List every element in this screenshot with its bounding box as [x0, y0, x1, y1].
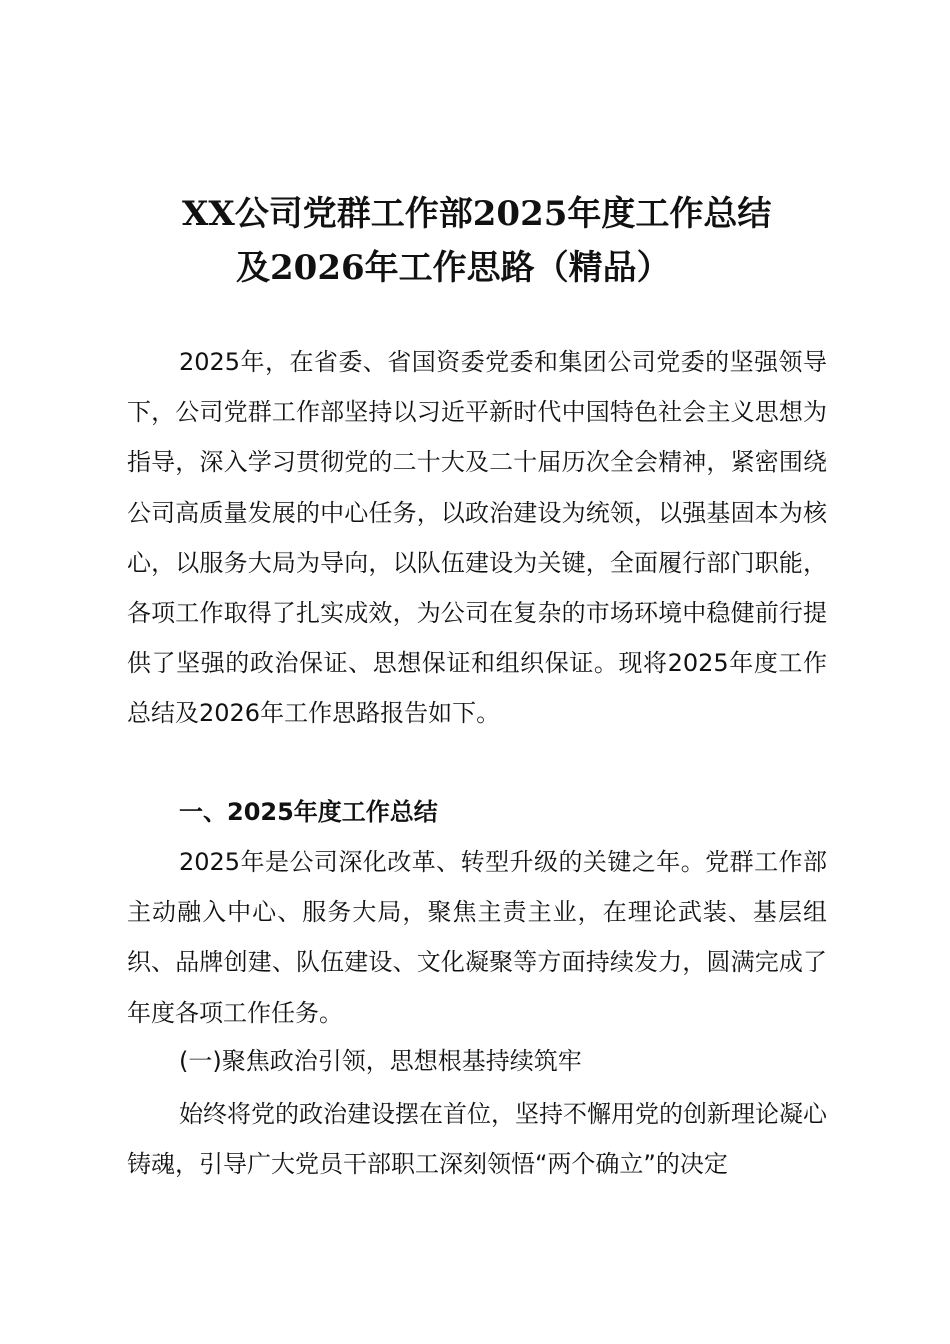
paragraph-summary: 2025年是公司深化改革、转型升级的关键之年。党群工作部主动融入中心、服务大局，聚焦主责主业，在理论武装、基层组织、品牌创建、队伍建设、文化凝聚等方面持续发力，圆满完成了年度各项工作任务。 — [127, 848, 827, 1027]
subsection-heading-1: (一)聚焦政治引领，思想根基持续筑牢 — [179, 1047, 582, 1075]
document-title-line2: 及2026年工作思路（精品） — [236, 248, 671, 288]
paragraph-political: 始终将党的政治建设摆在首位，坚持不懈用党的创新理论凝心铸魂，引导广大党员干部职工深刻领悟“两个确立”的决定 — [127, 1100, 827, 1179]
section-heading-1: 一、2025年度工作总结 — [179, 798, 438, 826]
paragraph-intro: 2025年，在省委、省国资委党委和集团公司党委的坚强领导下，公司党群工作部坚持以习近平新时代中国特色社会主义思想为指导，深入学习贯彻党的二十大及二十届历次全会精神，紧密围绕公司高质量发展的中心任务，以政治建设为统领，以强基固本为核心，以服务大局为导向，以队伍建设为关键，全面履行部门职能，各项工作取得了扎实成效，为公司在复杂的市场环境中稳健前行提供了坚强的政治保证、思想保证和组织保证。现将2025年度工作总结及2026年工作思路报告如下。 — [127, 348, 827, 728]
document-title-line1: XX公司党群工作部2025年度工作总结 — [182, 194, 772, 234]
